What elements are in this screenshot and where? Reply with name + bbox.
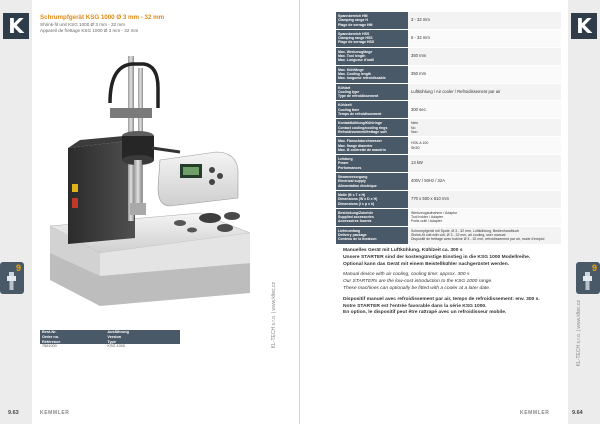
spec-label-line: Contact cooling/cooling rings (338, 125, 388, 130)
order-header-version: Ausführung Version Type (105, 330, 180, 344)
spec-label-line: Alimentation électrique (338, 183, 377, 188)
spec-label-line: Supplied accessories (338, 215, 374, 220)
spec-value-line: 13 kW (411, 160, 423, 166)
right-side-text: KL-TECH s.r.o. | www.kltec.cz (576, 300, 582, 367)
spec-label-line: Bestückung/Zubehör (338, 210, 374, 215)
spec-value-line: Porte-outil / Adapter (411, 219, 442, 224)
description-paragraph (343, 272, 568, 292)
spec-label-line: Spannbereich HM (338, 14, 368, 18)
description-line: Manuelles Gerät mit Luftkühlung, Kühlzeit ca. 300 s (343, 248, 463, 253)
kemmler-logo-icon: K (3, 13, 29, 39)
spec-value (408, 66, 561, 83)
spec-value-line: No (411, 125, 416, 130)
spec-label-line: Cooling type (338, 89, 360, 94)
spec-label-line: Kühlzeit (338, 103, 352, 108)
spec-row (336, 191, 561, 209)
spec-label-line: Max. Tool length (338, 54, 366, 59)
spec-label (336, 12, 408, 29)
spec-label-line: Kühlart (338, 85, 351, 90)
spec-value-line: SK50 (411, 145, 420, 150)
spec-value-line: 350 mm (411, 70, 427, 76)
description-line: These machines can optionally be fitted with a cooler at a later date. (343, 285, 491, 291)
spec-label (336, 101, 408, 118)
description-line: Notre STARTER est l'entrée favorable dans la série KSG 1000. (343, 303, 487, 309)
spec-value (408, 101, 561, 118)
footer-brand-left: KEMMLER (40, 410, 70, 416)
spec-row (336, 30, 561, 48)
spec-label (336, 84, 408, 101)
spec-value-line: 3 - 32 mm (411, 17, 430, 23)
spec-label (336, 191, 408, 208)
spec-label-line: Dimensions (l x p x h) (338, 201, 375, 206)
description-paragraph (343, 248, 568, 268)
spec-value (408, 209, 561, 226)
spec-value-line: Non (411, 129, 418, 134)
spec-label-line: Max. Longueur d'outil (338, 58, 375, 63)
chapter-tab[interactable] (576, 262, 600, 294)
spec-value-line: Werkzeugaufnahme / Adaptor (411, 210, 458, 215)
spec-label-line: Clamping range H (338, 18, 368, 23)
spec-label-line: Max. Ø collerette de mandrin (338, 147, 386, 152)
spec-label-line: Performances (338, 165, 362, 170)
footer-brand-right: KEMMLER (520, 410, 550, 416)
spec-value (408, 191, 561, 208)
spec-value-line: HSK-A 100 (411, 141, 429, 146)
order-table-header (40, 330, 180, 344)
tool-holder-icon (582, 272, 593, 290)
spec-label (336, 48, 408, 65)
spec-label (336, 30, 408, 47)
spec-value-line: 300 sec. (411, 106, 427, 112)
left-side-text: KL-TECH s.r.o. | www.kltec.cz (271, 282, 277, 349)
left-side-strip (0, 0, 32, 424)
right-page (300, 0, 600, 424)
description-line: En option, le dispositif peut être rattrapé avec un refroidisseur mobile. (343, 310, 507, 316)
description-paragraph (343, 297, 568, 317)
spec-value-line: Schrumpfgerät mit Spule, Ø 3 - 32 mm, Luftkühlung, Bedienhandbuch (411, 228, 520, 233)
spec-row (336, 48, 561, 66)
spec-value (408, 227, 561, 244)
order-cell-version: KSG 1000 (107, 344, 125, 349)
spec-value (408, 173, 561, 190)
spec-label-line: Refroidissement/frettage soft (338, 129, 387, 134)
spec-row (336, 12, 561, 30)
spec-value (408, 30, 561, 47)
product-description (343, 248, 568, 321)
chapter-tab-number: 9 (591, 263, 597, 273)
spec-label-line: Max. flange diameter (338, 143, 373, 148)
spec-label-line: Max. Werkzeuglänge (338, 49, 373, 54)
page-number-left: 9.63 (8, 410, 19, 416)
spec-label-line: Type de refroidissement (338, 94, 379, 99)
chapter-tab-number: 9 (15, 263, 21, 273)
spec-value-line: 350 mm (411, 53, 427, 59)
tool-holder-icon (6, 272, 17, 290)
spec-label (336, 119, 408, 136)
spec-label-line: Delivery package (338, 232, 367, 237)
spec-row (336, 101, 561, 119)
title-en: Shrink-fit unit KSG 1000 Ø 3 mm - 32 mm (40, 22, 126, 27)
spec-label-line: Lieferumfang (338, 228, 361, 233)
spec-value (408, 84, 561, 101)
spec-label-line: Max. Flanschdurchmesser (338, 139, 382, 144)
spec-row (336, 66, 561, 84)
spec-label-line: Kontaktkühlung/Kühlringe (338, 121, 382, 126)
spec-label-line: Electrical supply (338, 179, 366, 184)
spec-label-line: Spannbereich HSS (338, 31, 370, 36)
spec-row (336, 155, 561, 173)
description-line: Our STARTERs are the low-cost introduction to the KSG 1000 range. (343, 279, 493, 285)
spec-value (408, 155, 561, 172)
description-line: Unsere STARTER sind der kostengünstige Einstieg in die KSG 1000 Modellreihe. (343, 254, 531, 260)
spec-value-line: Luftkühlung / Air cooler / Refroidissement par air (411, 88, 501, 94)
spec-label-line: Max. Cooling length (338, 71, 372, 76)
spec-label-line: Temps de refroidissement (338, 112, 382, 117)
order-table-row (40, 344, 180, 349)
spec-row (336, 84, 561, 102)
spec-value (408, 119, 561, 136)
spec-label-line: Dimensions (W x D x H) (338, 197, 378, 202)
spec-label (336, 209, 408, 226)
spec-table (336, 12, 561, 245)
order-table (40, 330, 180, 349)
order-header-order-no: Best-Nr. Order no. Référence (40, 330, 105, 344)
spec-label (336, 66, 408, 83)
spec-label-line: Power (338, 161, 349, 166)
spec-row (336, 227, 561, 245)
title-de: Schrumpfgerät KSG 1000 Ø 3 mm - 32 mm (40, 14, 165, 21)
kemmler-logo-icon: K (571, 13, 597, 39)
spec-label-line: Max. Kühllänge (338, 67, 364, 72)
spec-value (408, 12, 561, 29)
spec-label-line: Cooling time (338, 107, 360, 112)
spec-label (336, 173, 408, 190)
spec-value-line: Dispositif de frettage avec bobine Ø 3 - 32 mm, refroidissement par air, mode d'emploi (411, 237, 545, 242)
spec-label-line: Plage de serrage HM (338, 22, 373, 27)
spec-label-line: Maße (B x T x H) (338, 192, 366, 197)
spec-row (336, 173, 561, 191)
description-line: Dispositif manuel avec refroidissement par air, temps de refroidissement: env. 300 s. (343, 296, 540, 302)
spec-label-line: Clamping range HSS (338, 36, 373, 41)
spec-row (336, 137, 561, 155)
product-title (40, 14, 280, 34)
spec-label-line: Plage de serrage HSS (338, 40, 375, 45)
spec-label-line: Accessoires fournis (338, 219, 372, 224)
spec-label (336, 155, 408, 172)
spec-label-line: Leistung (338, 157, 353, 162)
description-line: Manual device with air cooling, cooling time: approx. 300 s (343, 272, 470, 278)
spec-row (336, 209, 561, 227)
spec-label-line: Contenu de la livraison (338, 237, 377, 242)
spec-value-line: 6 - 32 mm (411, 35, 430, 41)
order-cell-number: 7561000 (42, 344, 57, 349)
spec-label-line: Stromversorgung (338, 175, 368, 180)
spec-value-line: Shrink-fit unit with coil, Ø 3 - 32 mm, air cooling, user manual (411, 232, 506, 237)
spec-label (336, 137, 408, 154)
spec-label-line: Max. longueur refroidissable (338, 76, 386, 81)
spec-value-line: 770 x 500 x 810 mm (411, 196, 449, 202)
page-number-right: 9.64 (572, 410, 583, 416)
chapter-tab[interactable] (0, 262, 24, 294)
spec-value-line: 400V / 50Hz / 32A (411, 178, 445, 184)
title-fr: Appareil de frettage KSG 1000 Ø 3 mm - 32 mm (40, 27, 139, 33)
spec-row (336, 119, 561, 137)
shrink-fit-machine-image (40, 48, 258, 310)
spec-value (408, 48, 561, 65)
spec-label (336, 227, 408, 244)
spec-value-line: Tool holder / Adapter (411, 215, 444, 220)
spec-value-line: Nein (411, 121, 419, 126)
spec-value (408, 137, 561, 154)
description-line: Optional kann das Gerät mit einem Beistellkühler nachgerüstet werden. (343, 261, 510, 267)
right-side-strip (568, 0, 600, 424)
